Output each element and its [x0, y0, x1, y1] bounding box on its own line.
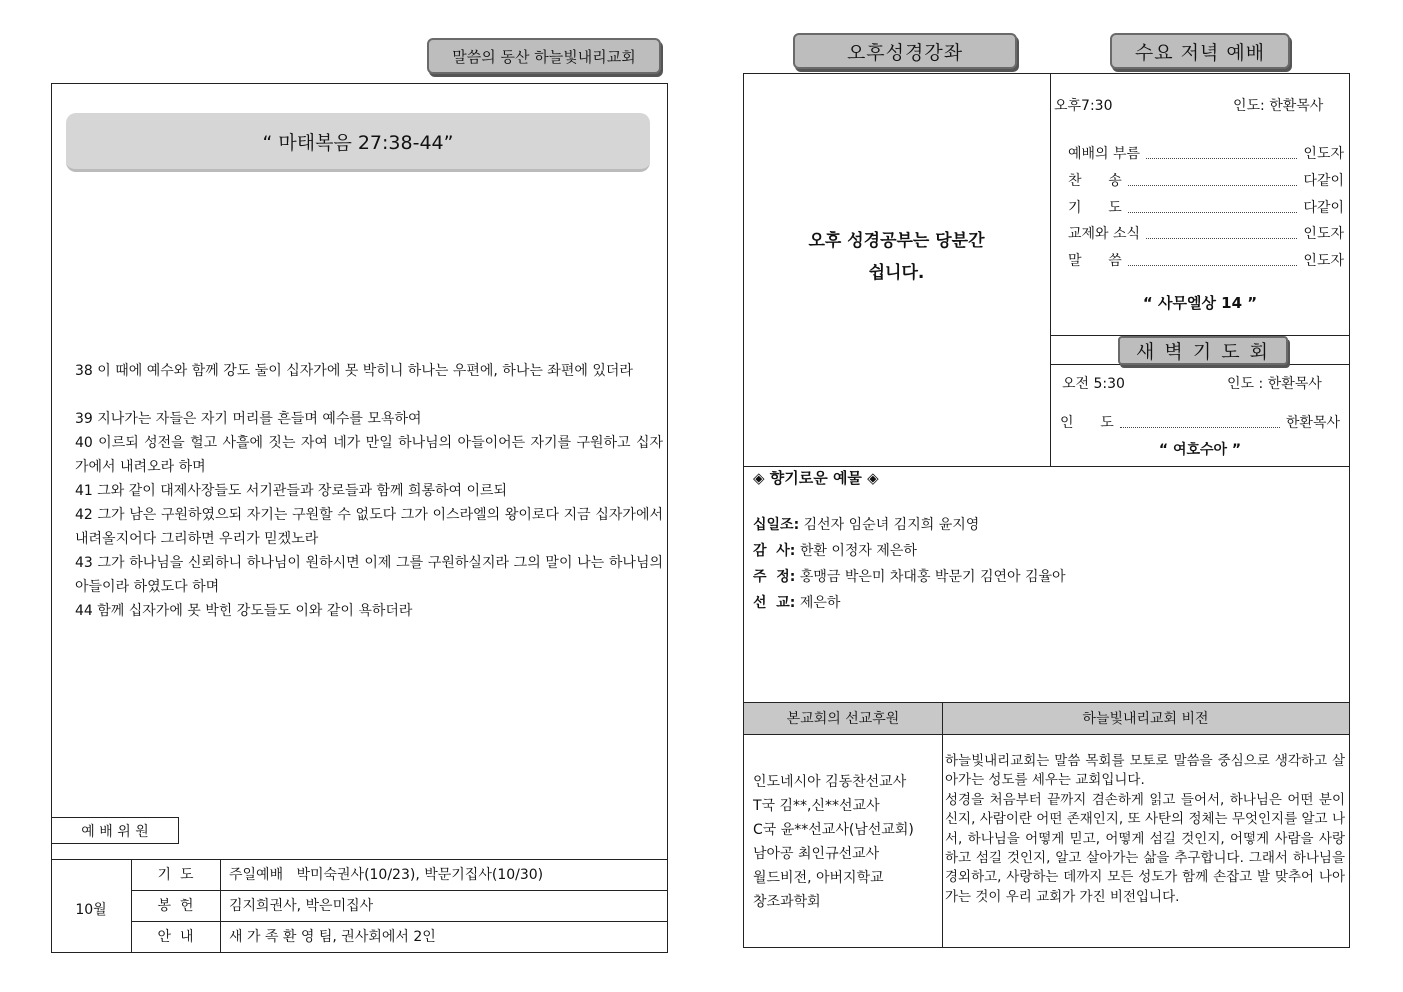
afternoon-header: 오후성경강좌 — [793, 33, 1017, 69]
worship-committee-label: 예 배 위 원 — [51, 817, 179, 844]
committee-month: 10월 — [75, 902, 107, 918]
church-tag: 말씀의 동산 하늘빛내리교회 — [427, 38, 661, 74]
mission-item: 남아공 최인규선교사 — [753, 846, 880, 862]
afternoon-notice: 오후 성경공부는 당분간 쉽니다. — [808, 231, 985, 283]
committee-role: 기 도 — [157, 867, 194, 883]
verse-44: 44 함께 십자가에 못 박힌 강도들도 이와 같이 욕하더라 — [75, 603, 413, 619]
leader-dots — [1146, 238, 1297, 239]
verse-43: 43 그가 하나님을 신뢰하니 하나님이 원하시면 이제 그를 구원하실지라 그의 말이 나는 하나님의 아들이라 하였도다 하며 — [75, 555, 663, 595]
committee-value: 김지희권사, 박은미집사 — [229, 898, 374, 914]
vision-header: 하늘빛내리교회 비전 — [1082, 711, 1209, 727]
committee-value: 새 가 족 환 영 팀, 권사회에서 2인 — [229, 929, 436, 945]
verse-42: 42 그가 남은 구원하였으되 자기는 구원할 수 없도다 그가 이스라엘의 왕이로다 지금 십자가에서 내려올지어다 그리하면 우리가 믿겠노라 — [75, 507, 663, 547]
offerings-title: ◈ 향기로운 예물 ◈ — [753, 469, 879, 487]
verse-39: 39 지나가는 자들은 자기 머리를 흔들며 예수를 모욕하여 — [75, 411, 422, 427]
committee-role: 봉 헌 — [157, 898, 194, 914]
leader-dots — [1128, 185, 1298, 186]
dawn-order-item: 인 도 한환목사 — [1060, 415, 1340, 431]
offering-row: 십일조: 김선자 임순녀 김지희 윤지영 — [753, 517, 980, 533]
sermon-title-banner — [66, 113, 650, 172]
wednesday-order-item: 기 도 다같이 — [1068, 200, 1344, 216]
committee-row-divider — [131, 921, 668, 922]
top-col-divider — [1050, 73, 1051, 466]
wednesday-leader: 인도: 한환목사 — [1233, 98, 1324, 114]
wednesday-order-item: 예배의 부름 인도자 — [1068, 146, 1344, 162]
offering-row: 선 교: 제은하 — [753, 595, 841, 611]
mission-item: C국 윤**선교사(남선교회) — [753, 822, 914, 838]
leader-dots — [1128, 265, 1298, 266]
offering-row: 주 정: 홍맹금 박은미 차대홍 박문기 김연아 김율아 — [753, 569, 1066, 585]
verse-40: 40 이르되 성전을 헐고 사흘에 짓는 자여 네가 만일 하나님의 아들이어든 자기를 구원하고 십자가에서 내려오라 하며 — [75, 435, 663, 475]
mission-header: 본교회의 선교후원 — [786, 711, 900, 727]
wednesday-order-item: 찬 송 다같이 — [1068, 173, 1344, 189]
verse-41: 41 그와 같이 대제사장들도 서기관들과 장로들과 함께 희롱하여 이르되 — [75, 483, 508, 499]
mission-item: 인도네시아 김동찬선교사 — [753, 774, 907, 790]
committee-table-top — [51, 859, 668, 860]
wednesday-time: 오후7:30 — [1054, 98, 1113, 114]
wednesday-header: 수요 저녁 예배 — [1110, 33, 1290, 69]
committee-value: 주일예배 박미숙권사(10/23), 박문기집사(10/30) — [229, 867, 544, 883]
wednesday-scripture: “ 사무엘상 14 ” — [1142, 294, 1258, 312]
leader-dots — [1128, 212, 1298, 213]
mission-item: T국 김**,신**선교사 — [753, 798, 880, 814]
mission-item: 월드비전, 아버지학교 — [753, 870, 884, 886]
mission-list — [753, 770, 914, 914]
offering-row: 감 사: 한환 이정자 제은하 — [753, 543, 917, 559]
committee-row-divider — [131, 890, 668, 891]
committee-col-divider — [220, 859, 221, 952]
vision-text: 하늘빛내리교회는 말씀 목회를 모토로 말씀을 중심으로 생각하고 살아가는 성도를 세우는 교회입니다. 성경을 처음부터 끝까지 겸손하게 읽고 들어서, 하나님은 어떤 분이신지, 사람이란 어떤 존재인지, 또 사탄의 정체는 무엇인지를 알고 나서, 하나님을 어떻게 믿고, 어떻게 섬길 것인지, 어떻게 사람을 사랑하고 섬길 것인지, 알고 살아가는 삶을 추구합니다. 그래서 하나님을 경외하고, 사랑하는 데까지 모든 성도가 함께 손잡고 발 맞추어 나아가는 것이 우리 교회가 가진 비전입니다. — [945, 753, 1345, 905]
verse-38: 38 이 때에 예수와 함께 강도 둘이 십자가에 못 박히니 하나는 우편에, 하나는 좌편에 있더라 — [75, 363, 633, 379]
wednesday-order-item: 말 씀 인도자 — [1068, 253, 1344, 269]
dawn-leader: 인도 : 한환목사 — [1227, 376, 1322, 392]
dawn-time: 오전 5:30 — [1062, 376, 1125, 392]
dawn-scripture: “ 여호수아 ” — [1158, 442, 1242, 458]
dawn-header: 새 벽 기 도 회 — [1118, 336, 1288, 365]
leader-dots — [1146, 158, 1297, 159]
mission-item: 창조과학회 — [753, 894, 821, 910]
committee-role: 안 내 — [157, 929, 194, 945]
sermon-title: “ 마태복음 27:38-44” — [262, 131, 454, 154]
mission-vision-divider — [942, 702, 943, 948]
wednesday-order-item: 교제와 소식 인도자 — [1068, 226, 1344, 242]
leader-dots — [1120, 427, 1280, 428]
